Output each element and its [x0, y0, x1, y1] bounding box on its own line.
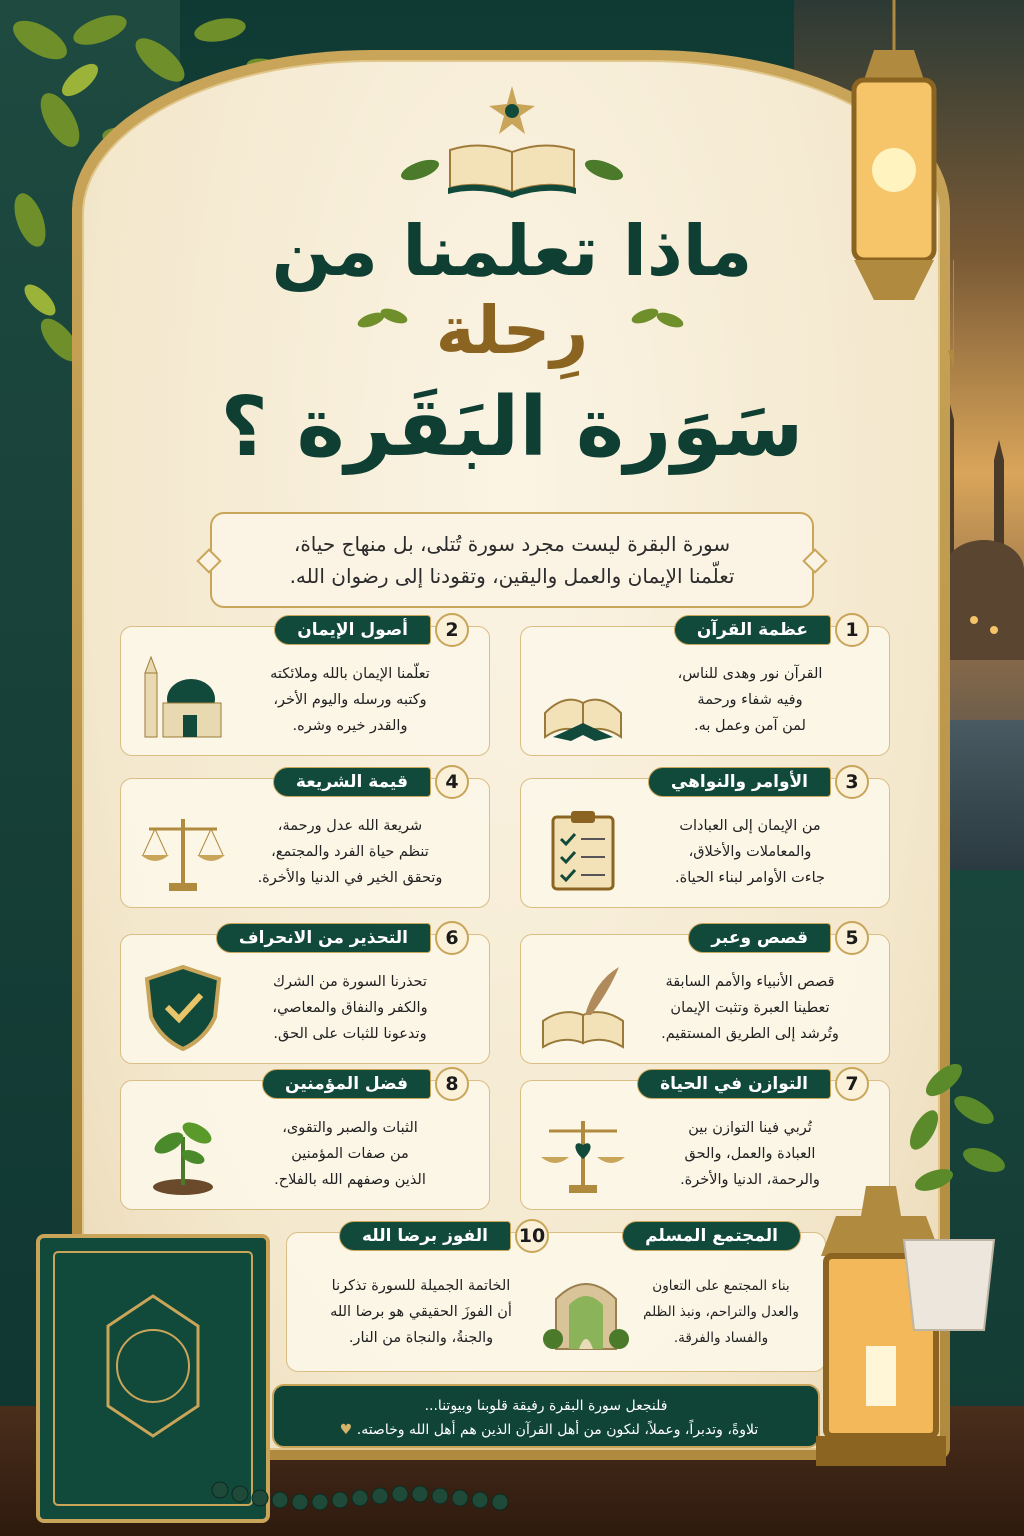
card-body — [235, 1115, 465, 1193]
card-line: والكفر والنفاق والمعاصي، — [272, 1000, 428, 1016]
title-line-2: رِحلة — [435, 292, 589, 369]
card-line: وتحقق الخير في الدنيا والأخرة. — [257, 870, 443, 886]
card-number: 3 — [835, 765, 869, 799]
card-head — [674, 613, 869, 647]
card-line: تنظم حياة الفرد والمجتمع، — [271, 844, 429, 860]
card-line: من صفات المؤمنين — [291, 1146, 409, 1162]
footer-line-2-wrap — [286, 1418, 806, 1442]
card-number: 6 — [435, 921, 469, 955]
card-line: والجنةُ، والنجاة من النار. — [348, 1330, 494, 1346]
card-line: العبادة والعمل، والحق — [684, 1146, 816, 1162]
card-line: والقدر خيره وشره. — [292, 718, 408, 734]
card-line: وكتبه ورسله واليوم الأخر، — [273, 692, 427, 708]
card-body — [635, 1115, 865, 1193]
card-4 — [120, 771, 490, 908]
card-label: التحذير من الانحراف — [216, 923, 431, 953]
card-body — [635, 661, 865, 739]
potted-plant-icon — [884, 1040, 1014, 1340]
card-body — [635, 969, 865, 1047]
card-3 — [520, 771, 890, 908]
right-sprig-icon — [630, 300, 690, 340]
card-number: 1 — [835, 613, 869, 647]
heart-scales-icon — [535, 1107, 631, 1197]
card-line: تُربي فينا التوازن بين — [688, 1120, 812, 1136]
card-number: 5 — [835, 921, 869, 955]
card-head-right — [622, 1219, 805, 1253]
intro-line-2: تعلّمنا الإيمان والعمل واليقين، وتقودنا إلى رضوان الله. — [289, 564, 735, 588]
mosque-icon — [135, 653, 231, 743]
card-line: شريعة الله عدل ورحمة، — [277, 818, 423, 834]
card-label: قيمة الشريعة — [273, 767, 431, 797]
card-line: والفساد والفرقة. — [673, 1330, 769, 1346]
card-line: والمعاملات والأخلاق، — [688, 844, 812, 860]
card-label: عظمة القرآن — [674, 615, 831, 645]
card-head — [273, 765, 469, 799]
card-line: والعدل والتراحم، ونبذ الظلم — [643, 1304, 799, 1320]
card-line: تعطينا العبرة وتثبت الإيمان — [670, 1000, 830, 1016]
footer-line-1: فلنجعل سورة البقرة رفيقة قلوبنا وبيوتنا... — [424, 1398, 668, 1414]
footer-banner — [272, 1384, 820, 1448]
card-line: الثبات والصبر والتقوى، — [282, 1120, 418, 1136]
intro-box — [210, 512, 814, 608]
card-head — [216, 921, 469, 955]
card-line: تعلّمنا الإيمان بالله وملائكته — [270, 666, 430, 682]
card-label: فضل المؤمنين — [262, 1069, 431, 1099]
sprout-icon — [135, 1107, 231, 1197]
card-body — [635, 813, 865, 891]
checklist-icon — [535, 805, 631, 895]
prayer-beads-icon — [200, 1450, 580, 1530]
card-line: أن الفوزَ الحقيقي هو برضا الله — [330, 1304, 512, 1320]
card-line: من الإيمان إلى العبادات — [679, 818, 821, 834]
shield-check-icon — [135, 961, 231, 1051]
card-line: بناء المجتمع على التعاون — [652, 1278, 790, 1294]
card-line: والرحمة، الدنيا والأخرة. — [680, 1172, 820, 1188]
card-line: الذين وصفهم الله بالفلاح. — [274, 1172, 426, 1188]
card-label: الفوز برضا الله — [339, 1221, 511, 1251]
card-line: جاءت الأوامر لبناء الحياة. — [675, 870, 825, 886]
card-label: الأوامر والنواهي — [648, 767, 831, 797]
card-label: المجتمع المسلم — [622, 1221, 801, 1251]
card-line: وتدعونا للثبات على الحق. — [273, 1026, 427, 1042]
card-number: 8 — [435, 1067, 469, 1101]
garden-gate-icon — [541, 1269, 631, 1359]
card-head — [262, 1067, 469, 1101]
card-line: الخاتمة الجميلة للسورة تذكرنا — [331, 1278, 511, 1294]
footer-line-2: تلاوةً، وتدبراً، وعملاً، لنكون من أهل القرآن الذين هم أهل الله وخاصته. — [356, 1422, 759, 1438]
card-body-right — [631, 1273, 811, 1351]
card-2 — [120, 619, 490, 756]
card-body — [235, 813, 465, 891]
card-number: 4 — [435, 765, 469, 799]
card-5 — [520, 927, 890, 1064]
card-line: تحذرنا السورة من الشرك — [273, 974, 427, 990]
card-head-left — [339, 1219, 549, 1253]
card-line: وفيه شفاء ورحمة — [697, 692, 803, 708]
card-line: وتُرشد إلى الطريق المستقيم. — [661, 1026, 839, 1042]
card-label: أصول الإيمان — [274, 615, 431, 645]
quill-book-icon — [535, 961, 631, 1051]
card-8 — [120, 1073, 490, 1210]
card-line: القرآن نور وهدى للناس، — [677, 666, 823, 682]
card-label: قصص وعبر — [688, 923, 831, 953]
title-line-1: ماذا تعلمنا من — [271, 210, 753, 292]
card-label: التوازن في الحياة — [637, 1069, 831, 1099]
card-head — [648, 765, 869, 799]
hanging-lantern-icon — [834, 0, 954, 380]
card-1 — [520, 619, 890, 756]
card-body-left — [301, 1273, 541, 1351]
card-6 — [120, 927, 490, 1064]
card-line: لمن آمن وعمل به. — [694, 718, 806, 734]
scales-icon — [135, 805, 231, 895]
card-body — [235, 661, 465, 739]
open-book-icon — [400, 130, 624, 200]
intro-line-1: سورة البقرة ليست مجرد سورة تُتلى، بل منهاج حياة، — [293, 532, 731, 556]
card-head — [274, 613, 469, 647]
card-number: 7 — [835, 1067, 869, 1101]
card-10 — [286, 1225, 826, 1372]
card-line: قصص الأنبياء والأمم السابقة — [665, 974, 835, 990]
card-head — [688, 921, 869, 955]
card-number: 10 — [515, 1219, 549, 1253]
title-line-3: سَوَرة البَقَرة ؟ — [220, 380, 804, 475]
card-body — [235, 969, 465, 1047]
open-quran-icon — [535, 653, 631, 743]
card-head — [637, 1067, 869, 1101]
card-number: 2 — [435, 613, 469, 647]
heart-icon: ♥ — [339, 1422, 353, 1438]
